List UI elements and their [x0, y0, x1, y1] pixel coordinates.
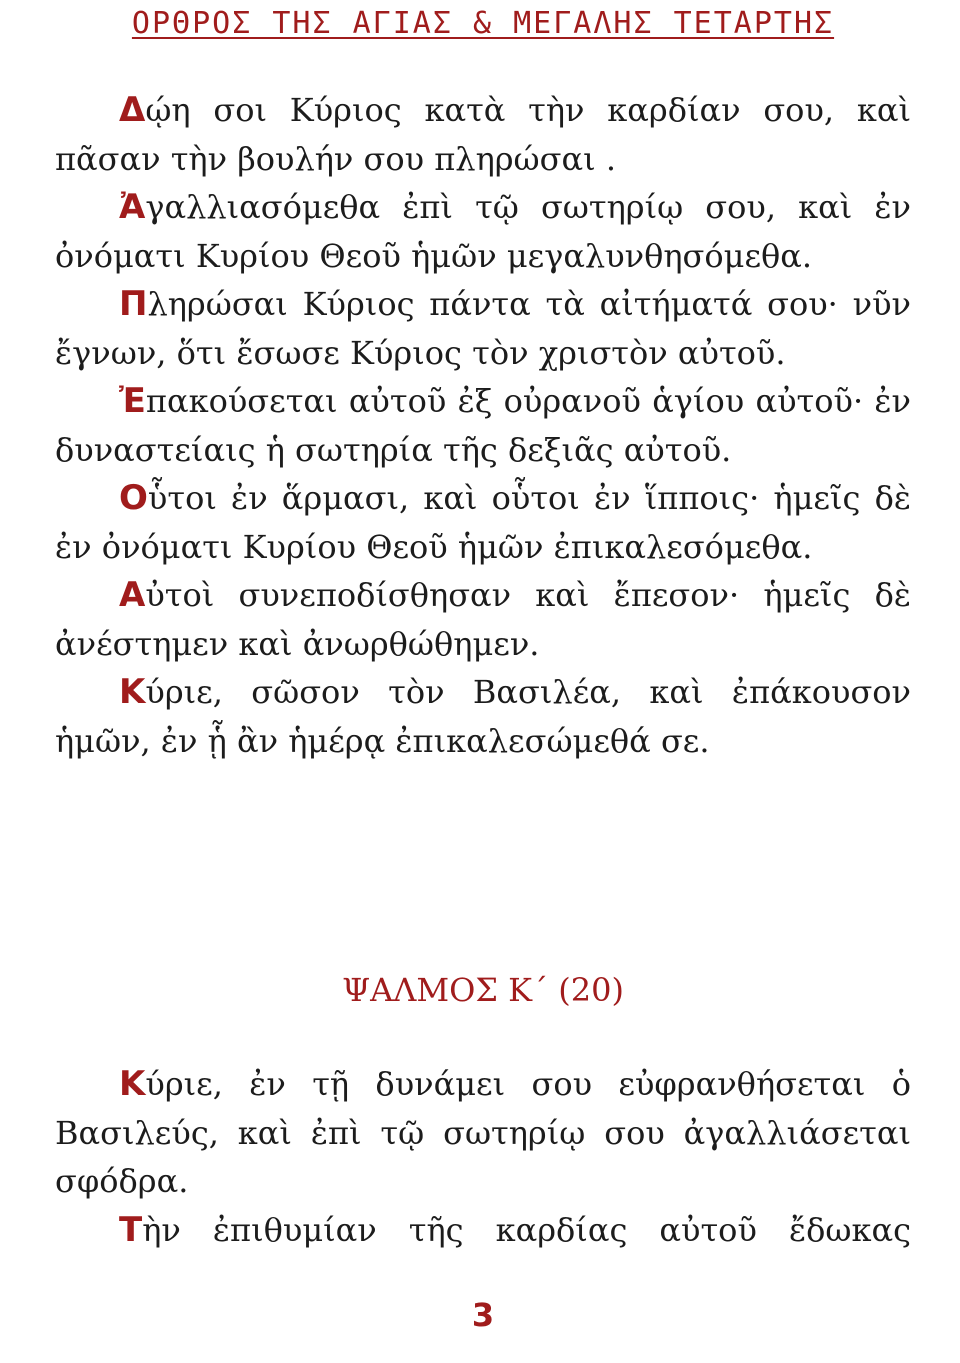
verse: [55, 668, 911, 765]
verse-initial: Τ: [119, 1209, 143, 1250]
verse: [55, 571, 911, 668]
psalm-title: ΨΑΛΜΟΣ Κ΄ (20): [342, 971, 624, 1009]
verse: [55, 280, 911, 377]
verse: [55, 86, 911, 183]
verse-initial: Ἀ: [119, 187, 146, 227]
verse-text: πακούσεται αὐτοῦ ἐξ οὐρανοῦ ἁγίου αὐτοῦ· ἐν δυναστείαις ἡ σωτηρία τῆς δεξιᾶς αὐτοῦ.: [55, 382, 911, 469]
verse-text: ύριε, ἐν τῇ δυνάμει σου εὐφρανθήσεται ὁ Βασιλεύς, καὶ ἐπὶ τῷ σωτηρίῳ σου ἀγαλλιάσεται σφόδρα.: [55, 1065, 911, 1200]
verse-initial: Π: [119, 284, 148, 324]
page-header-title: ΟΡΘΡΟΣ ΤΗΣ ΑΓΙΑΣ & ΜΕΓΑΛΗΣ ΤΕΤΑΡΤΗΣ: [131, 6, 835, 41]
verse-initial: Α: [119, 575, 146, 615]
verse-initial: Ο: [119, 478, 148, 518]
verse: [55, 377, 911, 474]
verse-text: ληρώσαι Κύριος πάντα τὰ αἰτήματά σου· νῦν ἔγνων, ὅτι ἔσωσε Κύριος τὸν χριστὸν αὐτοῦ.: [55, 285, 911, 372]
verses-block-1: [55, 86, 911, 765]
verse-initial: Κ: [119, 1064, 146, 1104]
verse: [55, 183, 911, 280]
verse: [55, 1206, 911, 1255]
verse-text: ῴη σοι Κύριος κατὰ τὴν καρδίαν σου, καὶ πᾶσαν τὴν βουλήν σου πληρώσαι .: [55, 91, 911, 178]
verse-text: ύριε, σῶσον τὸν Βασιλέα, καὶ ἐπάκουσον ἡμῶν, ἐν ᾗ ἂν ἡμέρᾳ ἐπικαλεσώμεθά σε.: [55, 673, 911, 760]
verse-text: ὐτοὶ συνεποδίσθησαν καὶ ἔπεσον· ἡμεῖς δὲ ἀνέστημεν καὶ ἀνωρθώθημεν.: [55, 576, 911, 663]
book-page: [55, 0, 911, 1363]
verse-initial: Δ: [119, 90, 146, 130]
verse-text: ὴν ἐπιθυμίαν τῆς καρδίας αὐτοῦ ἔδωκας: [142, 1210, 911, 1249]
verse: [55, 1060, 911, 1206]
page-number: 3: [471, 1296, 495, 1334]
verse-text: ὗτοι ἐν ἅρμασι, καὶ οὗτοι ἐν ἵπποις· ἡμεῖς δὲ ἐν ὀνόματι Κυρίου Θεοῦ ἡμῶν ἐπικαλεσόμεθα.: [55, 479, 911, 566]
verse-text: γαλλιασόμεθα ἐπὶ τῷ σωτηρίῳ σου, καὶ ἐν ὀνόματι Κυρίου Θεοῦ ἡμῶν μεγαλυνθησόμεθα.: [55, 188, 911, 275]
verse-initial: Κ: [119, 672, 146, 712]
verse: [55, 474, 911, 571]
verse-initial: Ἐ: [119, 381, 146, 421]
verses-block-2: [55, 1060, 911, 1254]
